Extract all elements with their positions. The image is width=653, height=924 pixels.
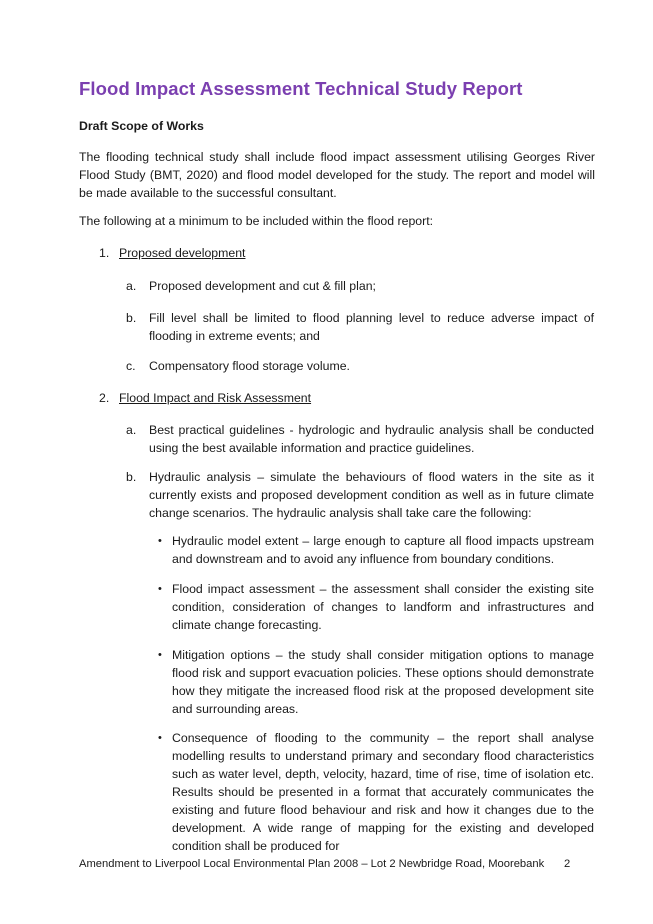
bullet-icon: •: [158, 649, 162, 661]
subitem-text: Hydraulic analysis – simulate the behaviours of flood waters in the site as it currently exists and proposed development condition as well as in future climate change scenarios. The hydraulic analysis shall take care the following:: [149, 470, 594, 520]
bullet-icon: •: [158, 583, 162, 595]
bullet-icon: •: [158, 535, 162, 547]
page-footer: Amendment to Liverpool Local Environmental Plan 2008 – Lot 2 Newbridge Road, Moorebank: [79, 858, 545, 870]
subitem-text: Fill level shall be limited to flood planning level to reduce adverse impact of flooding in extreme events; and: [149, 311, 594, 343]
subitem-letter: c.: [126, 359, 136, 373]
item-heading: Flood Impact and Risk Assessment: [119, 391, 312, 405]
section-subheading: Draft Scope of Works: [79, 119, 204, 133]
subitem-letter: b.: [126, 470, 137, 484]
subitem-letter: b.: [126, 311, 137, 325]
lead-in-paragraph: The following at a minimum to be included within the flood report:: [79, 214, 434, 228]
item-heading: Proposed development: [119, 246, 246, 260]
item-number: 2.: [99, 391, 110, 405]
item-number: 1.: [99, 246, 110, 260]
bullet-icon: •: [158, 732, 162, 744]
intro-paragraph: The flooding technical study shall include flood impact assessment utilising Georges River Flood Study (BMT, 2020) and flood model developed for the study. The report and model will be made available to the successful consultant.: [79, 150, 595, 200]
subitem-letter: a.: [126, 279, 137, 293]
page-number: 2: [564, 858, 571, 870]
subitem-text: Compensatory flood storage volume.: [149, 359, 350, 373]
page-title: Flood Impact Assessment Technical Study Report: [79, 78, 523, 99]
subitem-letter: a.: [126, 423, 137, 437]
bullet-text: Consequence of flooding to the community – the report shall analyse modelling results to understand primary and secondary flood characteristics such as water level, depth, velocity, hazard, time of rise, time of isolation etc. Results should be presented in a format that accurately communicates the existing and future flood behaviour and risk and how it changes due to the development. A wide range of mapping for the existing and developed condition shall be produced for: [172, 731, 594, 853]
subitem-text: Proposed development and cut & fill plan;: [149, 279, 376, 293]
bullet-text: Mitigation options – the study shall consider mitigation options to manage flood risk and support evacuation policies. These options should demonstrate how they mitigate the increased flood risk at the proposed development site and surrounding areas.: [172, 648, 594, 716]
bullet-text: Hydraulic model extent – large enough to capture all flood impacts upstream and downstream and to avoid any influence from boundary conditions.: [172, 534, 594, 566]
bullet-text: Flood impact assessment – the assessment shall consider the existing site condition, consideration of changes to landform and infrastructures and climate change forecasting.: [172, 582, 594, 632]
subitem-text: Best practical guidelines - hydrologic and hydraulic analysis shall be conducted using the best available information and practice guidelines.: [149, 423, 594, 455]
